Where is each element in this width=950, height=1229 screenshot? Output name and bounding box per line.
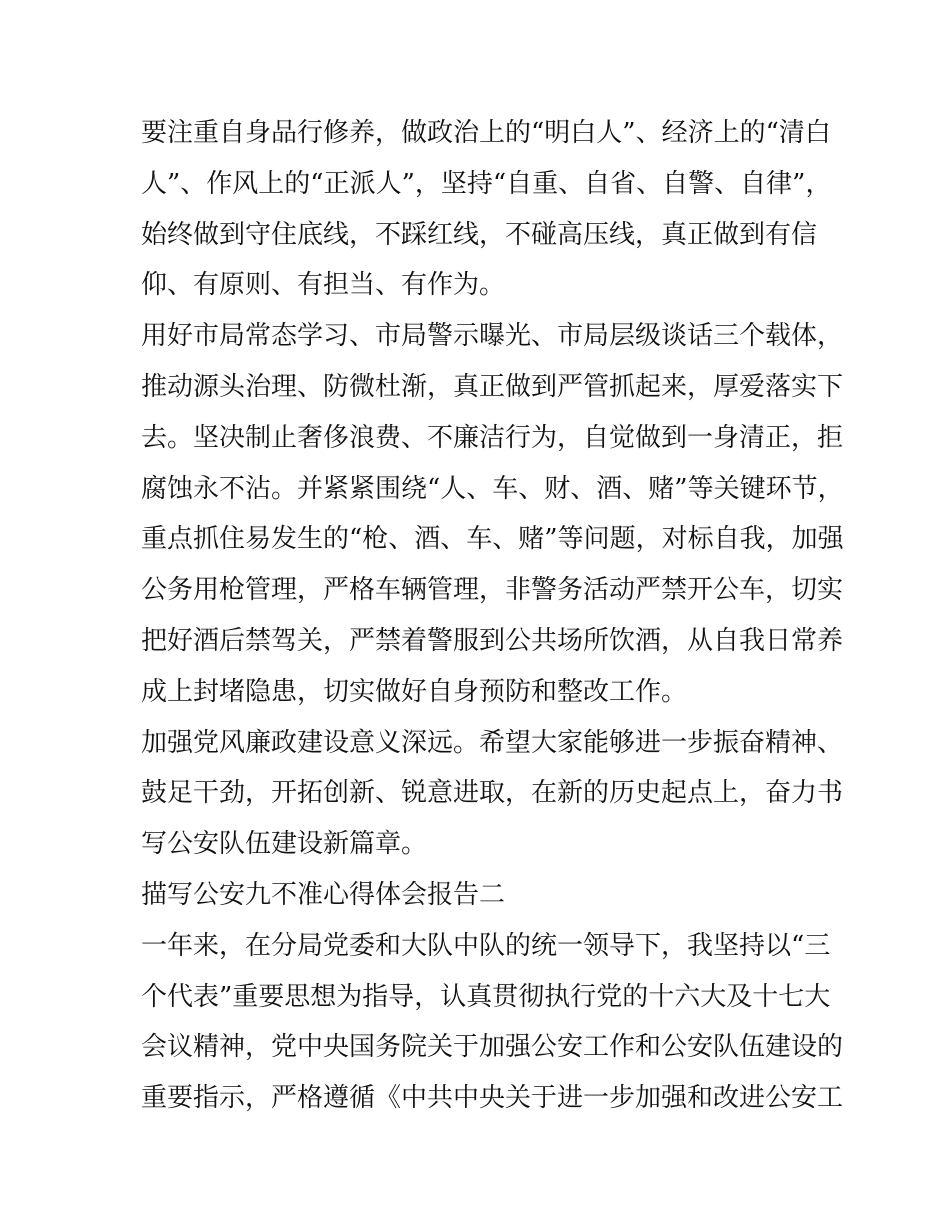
text-line: 写公安队伍建设新篇章。 bbox=[141, 829, 428, 860]
text-line: 把好酒后禁驾关，严禁着警服到公共场所饮酒，从自我日常养 bbox=[141, 625, 844, 656]
document-body bbox=[141, 108, 844, 1124]
text-line: 一年来，在分局党委和大队中队的统一领导下，我坚持以“三 bbox=[141, 930, 831, 961]
text-line: 用好市局常态学习、市局警示曝光、市局层级谈话三个载体， bbox=[141, 321, 844, 352]
text-line: 重要指示，严格遵循《中共中央关于进一步加强和改进公安工 bbox=[141, 1083, 844, 1114]
section-heading: 描写公安九不准心得体会报告二 bbox=[141, 879, 506, 910]
text-line: 成上封堵隐患，切实做好自身预防和整改工作。 bbox=[141, 676, 688, 707]
text-line: 始终做到守住底线，不踩红线，不碰高压线，真正做到有信 bbox=[141, 219, 818, 250]
text-line: 公务用枪管理，严格车辆管理，非警务活动严禁开公车，切实 bbox=[141, 575, 844, 606]
text-line: 重点抓住易发生的“枪、酒、车、赌”等问题，对标自我，加强 bbox=[141, 524, 844, 555]
text-line: 推动源头治理、防微杜渐，真正做到严管抓起来，厚爱落实下 bbox=[141, 371, 844, 402]
text-line: 鼓足干劲，开拓创新、锐意进取，在新的历史起点上，奋力书 bbox=[141, 778, 844, 809]
text-line: 加强党风廉政建设意义深远。希望大家能够进一步振奋精神、 bbox=[141, 727, 844, 758]
text-line: 会议精神，党中央国务院关于加强公安工作和公安队伍建设的 bbox=[141, 1032, 844, 1063]
text-line: 要注重自身品行修养，做政治上的“明白人”、经济上的“清白 bbox=[141, 118, 831, 148]
text-line: 人”、作风上的“正派人”，坚持“自重、自省、自警、自律”， bbox=[141, 168, 832, 199]
text-line: 仰、有原则、有担当、有作为。 bbox=[141, 270, 506, 301]
text-line: 腐蚀永不沾。并紧紧围绕“人、车、财、酒、赌”等关键环节， bbox=[141, 473, 844, 504]
text-line: 去。坚决制止奢侈浪费、不廉洁行为，自觉做到一身清正，拒 bbox=[141, 422, 844, 453]
text-line: 个代表”重要思想为指导，认真贯彻执行党的十六大及十七大 bbox=[141, 981, 831, 1012]
